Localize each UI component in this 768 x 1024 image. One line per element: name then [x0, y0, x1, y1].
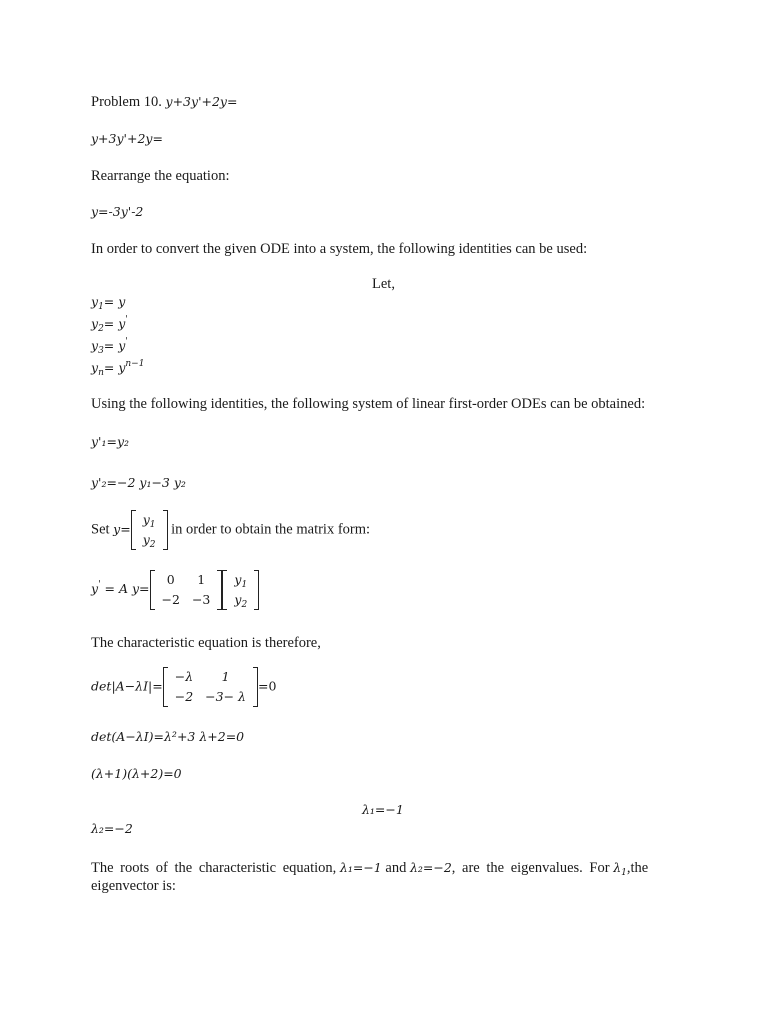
problem-label: Problem 10. — [91, 94, 162, 110]
set-prefix: Set — [91, 521, 110, 538]
system-intro: Using the following identities, the following system of linear first-order ODEs can be obtained: — [91, 396, 646, 412]
set-vector-line: Set y= $y_1$ $y_2$ in order to obtain the matrix form: — [91, 512, 371, 550]
set-suffix: in order to obtain the matrix form: — [171, 521, 371, 538]
roots-paragraph-line1: The roots of the characteristic equation, λ₁=−1 and λ₂=−2, are the eigenvalues. For $\lambda_1,the$ — [91, 860, 649, 878]
identity-1: $y_1= y$ — [91, 294, 126, 312]
identity-3: $y_3= y'$ — [91, 337, 128, 356]
problem-heading — [91, 93, 237, 111]
system-eq-1: y'₁=y₂ — [91, 434, 130, 449]
identity-n: $y_n= y^{n-1}$ — [91, 359, 145, 378]
roots-paragraph-line2: eigenvector is: — [91, 878, 176, 894]
matrix-form: y' = A y= 0 1 −2 −3 $y_1$ $y_2$ — [91, 570, 259, 610]
lambda-1: λ₁=−1 — [362, 802, 404, 817]
rearranged-equation: y=-3y'-2 — [91, 204, 144, 219]
system-eq-2: y'₂=−2 y₁−3 y₂ — [91, 475, 186, 490]
vector-y-2: $y_1$ $y_2$ — [222, 570, 259, 610]
lambda-2: λ₂=−2 — [91, 821, 133, 836]
vector-y: $y_1$ $y_2$ — [131, 510, 168, 550]
let-text: Let, — [372, 276, 395, 292]
identity-2: $y_2= y'$ — [91, 315, 128, 334]
det-polynomial: det(A−λI)=λ²+3 λ+2=0 — [91, 729, 245, 744]
equation-repeat: y+3y'+2y= — [91, 131, 163, 146]
det-matrix-equation: det|A−λI|= −λ 1 −2 −3− λ =0 — [91, 667, 276, 707]
problem-equation: y+3y'+2y= — [165, 94, 238, 109]
factored-equation: (λ+1)(λ+2)=0 — [91, 766, 182, 781]
det-matrix: −λ 1 −2 −3− λ — [163, 667, 258, 707]
identities-intro: In order to convert the given ODE into a system, the following identities can be used: — [91, 241, 588, 257]
matrix-a: 0 1 −2 −3 — [150, 570, 223, 610]
characteristic-intro: The characteristic equation is therefore, — [91, 635, 321, 651]
rearrange-text: Rearrange the equation: — [91, 168, 230, 184]
